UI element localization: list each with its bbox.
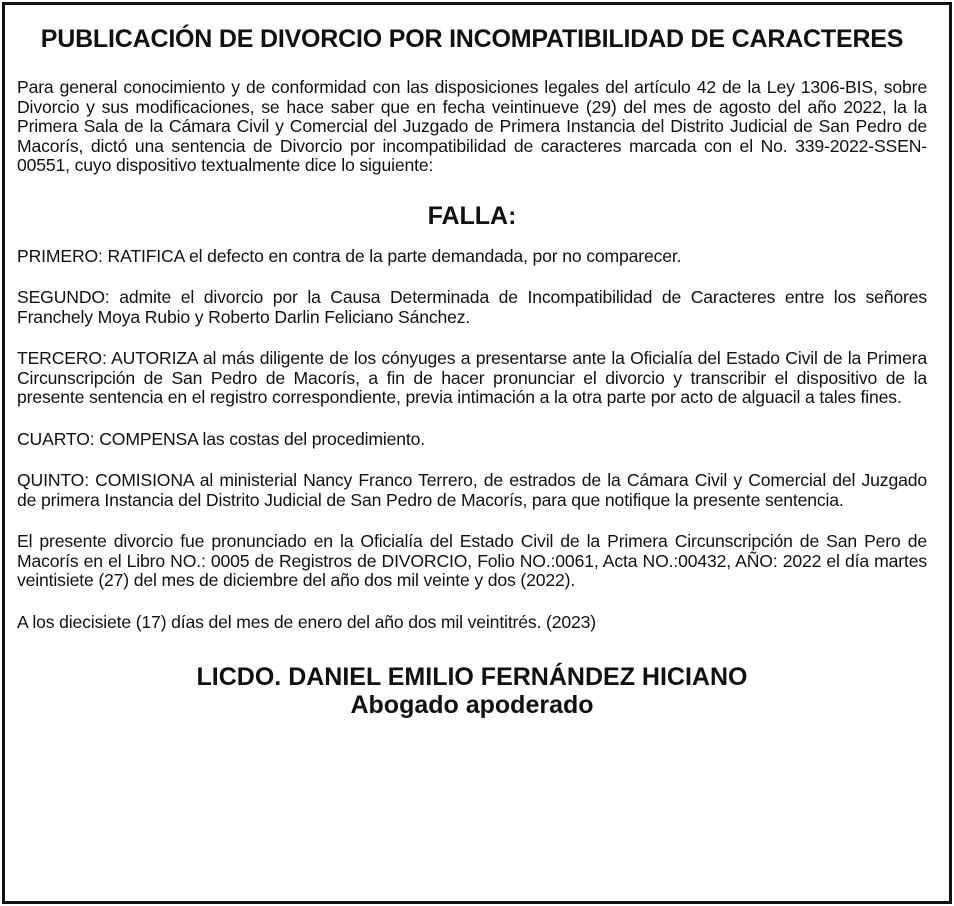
fecha-paragraph: A los diecisiete (17) días del mes de enero del año dos mil veintitrés. (2023)	[17, 611, 596, 632]
signer-name: LICDO. DANIEL EMILIO FERNÁNDEZ HICIANO	[196, 663, 748, 691]
intro-paragraph: Para general conocimiento y de conformidad con las disposiciones legales del artículo 42 de la Ley 1306-BIS, sobre Divorcio y sus modificaciones, se hace saber que en fecha veintinueve (29) del mes de agosto del año 2022, la la Primera Sala de la Cámara Civil y Comercial del Juzgado de Primera Instancia del Distrito Judicial de San Pedro de Macorís, dictó una sentencia de Divorcio por incompatibilidad de caracteres marcada con el No. 339-2022-SSEN-00551, cuyo dispositivo textualmente dice lo siguiente:	[17, 77, 927, 175]
signer-role: Abogado apoderado	[350, 691, 594, 719]
notice-title: PUBLICACIÓN DE DIVORCIO POR INCOMPATIBILIDAD DE CARACTERES	[40, 25, 904, 53]
segundo-paragraph: SEGUNDO: admite el divorcio por la Causa Determinada de Incompatibilidad de Caracteres entre los señores Franchely Moya Rubio y Roberto Darlin Feliciano Sánchez.	[17, 287, 927, 327]
falla-heading: FALLA:	[427, 201, 517, 230]
quinto-paragraph: QUINTO: COMISIONA al ministerial Nancy Franco Terrero, de estrados de la Cámara Civil y Comercial del Juzgado de primera Instancia del Distrito Judicial de San Pedro de Macorís, para que notifique la presente sentencia.	[17, 470, 927, 510]
tercero-paragraph: TERCERO: AUTORIZA al más diligente de los cónyuges a presentarse ante la Oficialía del Estado Civil de la Primera Circunscripción de San Pedro de Macorís, a fin de hacer pronunciar el divorcio y transcribir el dispositivo de la presente sentencia en el registro correspondiente, previa intimación a la otra parte por acto de alguacil a tales fines.	[17, 348, 927, 407]
notice-content	[17, 26, 927, 719]
primero-paragraph: PRIMERO: RATIFICA el defecto en contra de la parte demandada, por no comparecer.	[17, 245, 682, 266]
cuarto-paragraph: CUARTO: COMPENSA las costas del procedimiento.	[17, 428, 426, 449]
registro-paragraph: El presente divorcio fue pronunciado en la Oficialía del Estado Civil de la Primera Circunscripción de San Pero de Macorís en el Libro NO.: 0005 de Registros de DIVORCIO, Folio NO.:0061, Acta NO.:00432, AÑO: 2022 el día martes veintisiete (27) del mes de diciembre del año dos mil veinte y dos (2022).	[17, 531, 927, 590]
